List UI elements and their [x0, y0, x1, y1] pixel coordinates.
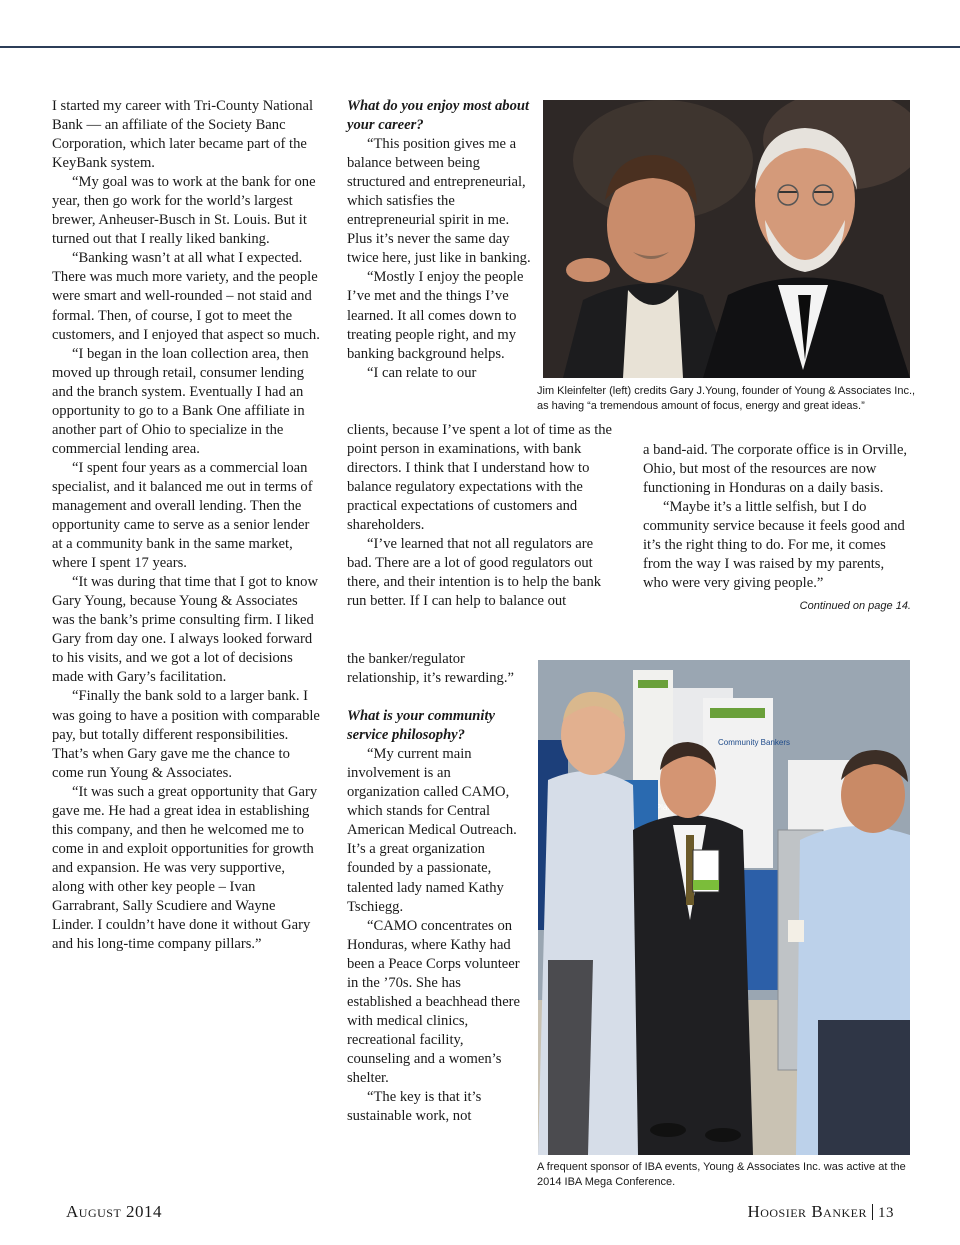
section-heading-community: What is your community service philosophy?: [347, 708, 495, 744]
article-column-3: [643, 441, 911, 616]
article-column-2-top: [347, 97, 535, 383]
col1-paragraph: “My goal was to work at the bank for one year, then go work for the world’s largest brewer, Anheuser-Busch in St. Louis. But it turned out that I really liked banking.: [52, 174, 316, 248]
col2-paragraph: “My current main involvement is an organization called CAMO, which stands for Central American Medical Outreach. It’s a great organization founded by a passionate, talented lady named Kathy Tschiegg.: [347, 746, 517, 915]
col1-paragraph: “I spent four years as a commercial loan specialist, and it balanced me out in terms of management and overall lending. Then the opportunity came to serve as a senior lender at a community bank in the same market, where I spent 17 years.: [52, 459, 313, 572]
col1-paragraph: “I began in the loan collection area, then moved up through retail, consumer lending and the branch system. Eventually I had an opportunity to go to a Bank One affiliate in another part of Ohio to specialize in the commercial lending area.: [52, 345, 309, 457]
col2-paragraph: “I’ve learned that not all regulators are bad. There are a lot of good regulators out there, and their intention is to help the bank run better. If I can help to balance out: [347, 536, 602, 610]
article-column-2-middle: [347, 421, 617, 611]
col1-paragraph: “It was during that time that I got to know Gary Young, because Young & Associates was the bank’s prime consulting firm. I liked Gary from day one. I always looked forward to his visits, and we got a lot of decisions made with Gary’s facilitation.: [52, 574, 319, 686]
issue-date: August 2014: [66, 1202, 163, 1221]
col1-paragraph: “It was such a great opportunity that Gary gave me. He had a great idea in establishing this company, and then he welcomed me to come in and exploit opportunities for growth and expansion. He was very supportive, along with other key people – Ivan Garrabrant, Sally Scudiere and Wayne Linder. I couldn’t have done it without Gary and his long-time company pillars.”: [52, 783, 318, 953]
article-column-2-bottom: [347, 650, 527, 1126]
col2-paragraph: the banker/regulator relationship, it’s rewarding.”: [347, 651, 514, 687]
booth-sign-text: Community Bankers: [718, 738, 791, 747]
col2-paragraph: “Mostly I enjoy the people I’ve met and the things I’ve learned. It all comes down to treating people right, and my banking background helps.: [347, 269, 524, 362]
article-column-1: [52, 97, 320, 954]
conference-illustration: [538, 660, 910, 1155]
top-rule: [0, 46, 960, 48]
col1-paragraph: “Banking wasn’t at all what I expected. There was much more variety, and the people were smart and well-rounded – not staid and formal. Then, of course, I got to meet the customers, and I enjoyed that aspect so much.: [52, 250, 320, 343]
col1-paragraph: I started my career with Tri-County National Bank — an affiliate of the Society Banc Corporation, which later became part of the KeyBank system.: [52, 98, 314, 172]
col2-paragraph: “This position gives me a balance between being structured and entrepreneurial, which satisfies the entrepreneurial spirit in me. Plus it’s never the same day twice here, just like in banking.: [347, 136, 531, 267]
col1-paragraph: “Finally the bank sold to a larger bank. I was going to have a position with comparable pay, but totally different responsibilities. That’s when Gary gave me the chance to come run Young & Associates.: [52, 688, 320, 781]
col2-paragraph: “The key is that it’s sustainable work, not: [347, 1089, 482, 1125]
col3-paragraph: “Maybe it’s a little selfish, but I do community service because it feels good and it’s the right thing to do. For me, it comes from the way I was raised by my parents, who were very giving people.”: [643, 499, 905, 592]
footer-date: [66, 1202, 162, 1222]
col2-paragraph: “I can relate to our: [367, 364, 477, 381]
magazine-name: Hoosier Banker: [747, 1202, 867, 1221]
col2-paragraph: clients, because I’ve spent a lot of time as the point person in examinations, with bank directors. I think that I understand how to balance regulatory expectations with the practical expectations of customers and shareholders.: [347, 422, 613, 534]
portrait-illustration: [543, 100, 910, 378]
col2-paragraph: “CAMO concentrates on Honduras, where Kathy had been a Peace Corps volunteer in the ’70s. She has established a beachhead there with medical clinics, recreational facility, counseling and a women’s shelter.: [347, 917, 521, 1086]
footer-masthead: [747, 1202, 894, 1222]
conference-photo: [538, 660, 910, 1155]
photo-caption-portrait: Jim Kleinfelter (left) credits Gary J.Young, founder of Young & Associates Inc., as having “a tremendous amount of focus, energy and great ideas.”: [537, 385, 916, 412]
continued-note: Continued on page 14.: [799, 600, 911, 613]
col3-paragraph: a band-aid. The corporate office is in Orville, Ohio, but most of the resources are now functioning in Honduras on a daily basis.: [643, 442, 908, 497]
footer-divider: [872, 1204, 873, 1220]
section-heading-career: What do you enjoy most about your career?: [347, 98, 530, 134]
photo-caption-conference: A frequent sponsor of IBA events, Young & Associates Inc. was active at the 2014 IBA Mega Conference.: [537, 1161, 906, 1188]
portrait-photo: [543, 100, 910, 378]
page-number: 13: [878, 1205, 894, 1221]
